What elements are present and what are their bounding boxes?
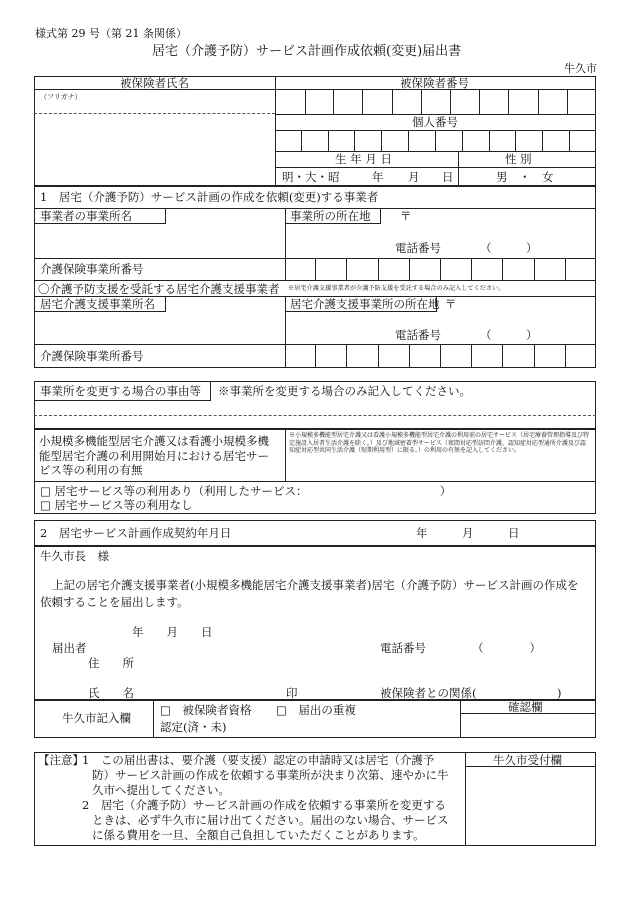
insured-name-input[interactable] (34, 114, 275, 186)
form-number: 様式第 29 号（第 21 条関係） (35, 27, 187, 40)
declaration-body-line1: 上記の居宅介護支援事業者(小規模多機能居宅介護支援事業者)居宅（介護予防）サービス計画の作成を (52, 578, 579, 592)
prevention-label: 〇介護予防支援を受託する居宅介護支援事業者 (38, 282, 280, 296)
postal-mark: 〒 (400, 209, 412, 223)
page-title: 居宅（介護予防）サービス計画作成依頼(変更)届出書 (152, 44, 462, 59)
section2-title: 2 居宅サービス計画作成契約年月日 (40, 526, 232, 540)
support-phone-paren[interactable]: （ ） (480, 328, 538, 342)
care-office-number-cells[interactable] (285, 258, 596, 280)
care-office-number-label: 介護保険事業所番号 (40, 262, 144, 276)
note1-line3: 久市へ提出してください。 (92, 783, 230, 797)
office-use-label: 牛久市記入欄 (62, 711, 131, 725)
birth-day-label: 日 (442, 170, 454, 184)
phone-label: 電話番号 (395, 241, 441, 255)
change-reason-note: ※事業所を変更する場合のみ記入してください。 (218, 384, 471, 398)
option-service-not-used[interactable]: □ 居宅サービス等の利用なし (40, 498, 193, 512)
applicant-phone-label: 電話番号 (380, 641, 426, 655)
phone-paren[interactable]: （ ） (480, 241, 538, 255)
support-care-office-number-label: 介護保険事業所番号 (40, 349, 144, 363)
check-label: 確認欄 (508, 700, 543, 714)
address-label: 住 所 (88, 656, 134, 670)
note2-line2: ときは、必ず牛久市に届け出てください。届出のない場合、サービス (92, 813, 449, 827)
note1-line2: 防）サービス計画の作成を依頼する事業所が決まり次第、速やかに牛 (92, 768, 449, 782)
support-office-name-label: 居宅介護支援事業所名 (40, 297, 155, 311)
multi-function-note: ※小規模多機能型居宅介護又は看護小規模多機能型居宅介護の利用前の居宅サービス（居宅療養管理指導及び特定施設入居者生活介護を除く。）及び地域密着型サービス（夜間対応型訪問介護、認知症対応型通所介護及び認知症対応型共同生活介護（短期利用型）に限る。）の利用の有無を記入してください。 (289, 432, 590, 454)
support-care-office-number-cells[interactable] (285, 344, 596, 368)
applicant-phone-paren[interactable]: （ ） (472, 641, 541, 655)
option-service-used[interactable]: □ 居宅サービス等の利用あり（利用したサービス： ） (40, 484, 452, 498)
era-options[interactable]: 明・大・昭 (282, 170, 340, 184)
personal-number-cells[interactable] (275, 130, 596, 151)
insured-name-label: 被保険者氏名 (120, 76, 189, 90)
support-office-name-input[interactable] (34, 313, 284, 344)
contract-date[interactable]: 年 月 日 (416, 526, 520, 540)
birth-month-label: 月 (408, 170, 420, 184)
gender-options[interactable]: 男 ・ 女 (496, 170, 554, 184)
office-name-input[interactable] (34, 225, 284, 258)
support-phone-label: 電話番号 (395, 328, 441, 342)
personal-number-label: 個人番号 (412, 115, 458, 129)
furigana-label: （フリガナ） (40, 93, 82, 101)
birthdate-label: 生 年 月 日 (335, 152, 392, 166)
office-name-label: 事業者の事業所名 (40, 209, 132, 223)
birth-year-label: 年 (372, 170, 384, 184)
city-name: 牛久市 (564, 62, 597, 75)
office-location-label: 事業所の所在地 (290, 209, 371, 223)
application-date[interactable]: 年 月 日 (132, 625, 213, 639)
qualification-check[interactable]: □ 被保険者資格 (160, 703, 252, 717)
multi-function-label: 小規模多機能型居宅介護又は看護小規模多機能型居宅介護の利用開始月における居宅サービス等の利用の有無 (39, 434, 269, 477)
prevention-note: ※居宅介護支援事業者が介護予防支援を受託する場合のみ記入してください。 (288, 285, 505, 292)
declaration-block (34, 546, 596, 700)
section1-title: 1 居宅（介護予防）サービス計画の作成を依頼(変更)する事業者 (40, 190, 379, 204)
insured-number-label: 被保険者番号 (400, 76, 469, 90)
duplicate-check[interactable]: □ 届出の重複 (276, 703, 356, 717)
seal-mark: 印 (286, 686, 298, 700)
insured-number-cells[interactable] (305, 89, 596, 114)
certification-status[interactable]: 認定(済・未) (160, 720, 227, 734)
relation-label[interactable]: 被保険者との関係( ) (380, 686, 562, 700)
note2-line1: 2 居宅（介護予防）サービス計画の作成を依頼する事業所を変更する (82, 798, 446, 812)
applicant-name-label: 氏 名 (88, 686, 134, 700)
reception-label: 牛久市受付欄 (493, 753, 562, 767)
support-office-location-label: 居宅介護支援事業所の所在地 (290, 297, 440, 311)
note1-line1: 1 この届出書は、要介護（要支援）認定の申請時又は居宅（介護予 (82, 753, 435, 767)
declaration-body-line2: 依頼することを届出します。 (40, 595, 189, 609)
gender-label: 性 別 (505, 152, 532, 166)
note2-line3: に係る費用を一旦、全額自己負担していただくことがあります。 (92, 828, 425, 842)
notes-heading: 【注意】 (38, 753, 84, 767)
change-reason-label: 事業所を変更する場合の事由等 (40, 384, 201, 398)
applicant-label: 届出者 (52, 641, 87, 655)
support-postal-mark: 〒 (445, 297, 457, 311)
change-reason-input[interactable] (34, 402, 596, 429)
addressee: 牛久市長 様 (40, 549, 109, 563)
